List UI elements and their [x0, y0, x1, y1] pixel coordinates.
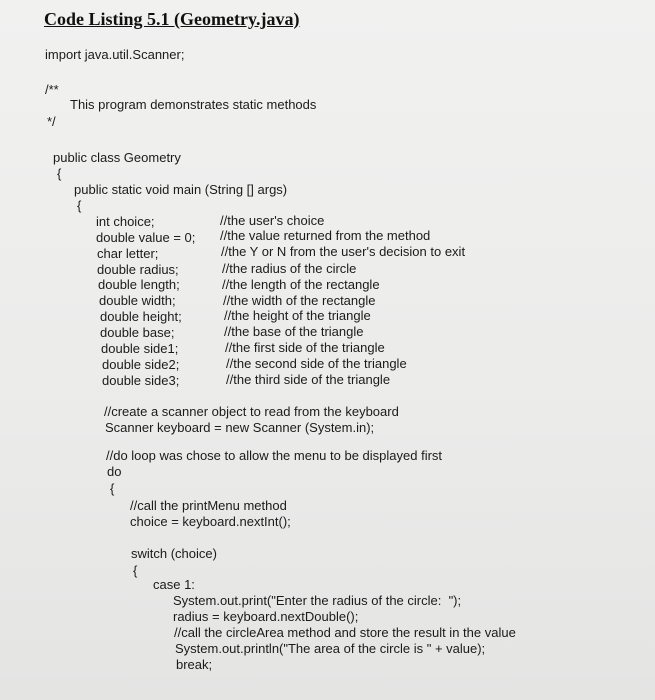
declaration-line: double length;: [98, 277, 180, 292]
do-keyword-line: do: [107, 464, 122, 479]
do-comment-line: //do loop was chose to allow the menu to be displayed first: [106, 448, 443, 463]
declaration-comment: //the width of the rectangle: [223, 293, 376, 308]
area-comment-line: //call the circleArea method and store the result in the value: [174, 625, 516, 640]
read-radius-line: radius = keyboard.nextDouble();: [173, 609, 359, 624]
declaration-line: double side1;: [101, 341, 179, 356]
declaration-comment: //the length of the rectangle: [222, 277, 380, 292]
declaration-comment: //the user's choice: [220, 213, 325, 228]
switch-brace-line: {: [133, 563, 138, 578]
declaration-line: char letter;: [97, 246, 159, 261]
class-brace-line: {: [57, 166, 62, 181]
main-declaration-line: public static void main (String [] args): [74, 182, 288, 197]
call-menu-comment-line: //call the printMenu method: [130, 498, 287, 513]
declaration-line: double base;: [100, 325, 175, 340]
main-brace-line: {: [77, 198, 82, 213]
println-area-line: System.out.println("The area of the circle is " + value);: [175, 641, 486, 656]
scanner-comment-line: //create a scanner object to read from the keyboard: [104, 404, 399, 419]
declaration-comment: //the Y or N from the user's decision to exit: [221, 244, 466, 259]
do-brace-line: {: [110, 481, 115, 496]
declaration-comment: //the base of the triangle: [224, 324, 364, 339]
comment-text-line: This program demonstrates static methods: [70, 97, 317, 112]
switch-statement-line: switch (choice): [131, 546, 217, 561]
declaration-line: double side2;: [102, 357, 180, 372]
class-declaration-line: public class Geometry: [53, 150, 181, 165]
print-radius-line: System.out.print("Enter the radius of the circle: ");: [173, 593, 462, 608]
comment-open-line: /**: [45, 82, 59, 97]
declaration-line: double width;: [99, 293, 176, 308]
case-label-line: case 1:: [153, 577, 195, 592]
declaration-comment: //the radius of the circle: [222, 261, 357, 276]
break-line: break;: [176, 657, 213, 672]
declaration-comment: //the third side of the triangle: [226, 372, 391, 387]
choice-statement-line: choice = keyboard.nextInt();: [130, 514, 291, 529]
declaration-line: double value = 0;: [96, 230, 196, 245]
import-line: import java.util.Scanner;: [45, 47, 185, 62]
declaration-line: int choice;: [96, 214, 155, 229]
scanner-statement-line: Scanner keyboard = new Scanner (System.in);: [105, 420, 375, 435]
declaration-line: double radius;: [97, 262, 179, 277]
comment-close-line: */: [47, 114, 56, 129]
declaration-comment: //the second side of the triangle: [226, 356, 407, 371]
declaration-line: double height;: [100, 309, 182, 324]
declaration-comment: //the first side of the triangle: [225, 340, 385, 355]
declaration-line: double side3;: [102, 373, 180, 388]
listing-title: Code Listing 5.1 (Geometry.java): [44, 9, 300, 29]
declaration-comment: //the height of the triangle: [224, 308, 371, 323]
declaration-comment: //the value returned from the method: [220, 228, 431, 243]
